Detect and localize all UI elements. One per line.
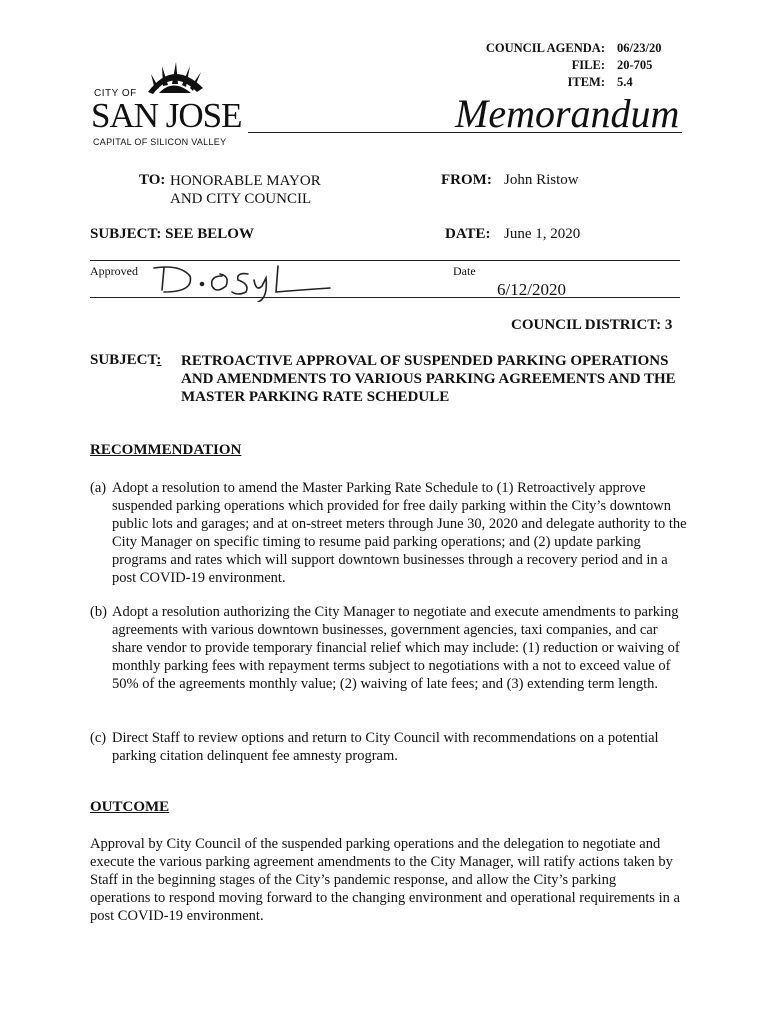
item-value: 5.4: [617, 75, 633, 89]
subject-colon: :: [156, 352, 162, 368]
agenda-label: COUNCIL AGENDA:: [485, 41, 605, 55]
subject-label-main: [90, 352, 161, 369]
file-label: FILE:: [571, 58, 605, 72]
outcome-heading: OUTCOME: [90, 799, 170, 815]
file-row: [470, 57, 661, 74]
approval-date-label: Date: [453, 264, 476, 278]
approval-date-value: 6/12/2020: [497, 280, 566, 299]
item-row: [470, 74, 661, 91]
council-district: COUNCIL DISTRICT: 3: [511, 317, 673, 333]
item-marker: (a): [90, 480, 107, 496]
recommendation-item: [90, 479, 690, 587]
item-text: Adopt a resolution authorizing the City Manager to negotiate and execute amendments to parking agreements with various downtown businesses, government agencies, taxi companies, and car share vendor to provide temporary financial relief which may include: (1) reduction or waiving of monthly parking fees with repayment terms subject to negotiations with a not to exceed value of 50% of the agreements monthly value; (2) waiving of late fees; and (3) extending term length.: [112, 604, 680, 692]
to-line: HONORABLE MAYOR: [170, 173, 321, 189]
item-text: Adopt a resolution to amend the Master Parking Rate Schedule to (1) Retroactively approve suspended parking operations which provided for free daily parking within the City’s downtown public lots and garages; and at on-street meters through June 30, 2020 and delegate authority to the City Manager on specific timing to resume paid parking operations; and (2) update parking programs and rates which will support downtown businesses through a recovery period and in a post COVID-19 environment.: [112, 480, 687, 586]
to-line: AND CITY COUNCIL: [170, 191, 312, 207]
from-value: John Ristow: [504, 172, 579, 188]
item-text: Direct Staff to review options and return to City Council with recommendations on a potential parking citation delinquent fee amnesty program.: [112, 730, 659, 764]
agenda-info: [470, 40, 661, 91]
subject-label-text: SUBJECT: [90, 352, 157, 368]
recommendation-item: [90, 729, 690, 765]
to-label: TO:: [139, 172, 166, 188]
recommendation-item: [90, 603, 690, 693]
header-divider: [248, 132, 682, 133]
subject-value: SEE BELOW: [165, 226, 254, 242]
logo-tagline: CAPITAL OF SILICON VALLEY: [93, 137, 227, 147]
agenda-value: 06/23/20: [617, 41, 662, 55]
date-value: June 1, 2020: [504, 226, 581, 242]
memo-title: Memorandum: [455, 91, 680, 136]
from-label: FROM:: [441, 172, 492, 188]
approval-bottom-divider: [90, 297, 680, 298]
subject-header: [90, 226, 254, 243]
outcome-text: Approval by City Council of the suspended parking operations and the delegation to negotiate and execute the various parking agreement amendments to the City Manager, will ratify actions taken by Staff in the beginning stages of the City’s pandemic response, and allow the City’s parking operations to respond moving forward to the changing environment and operational requirements in a post COVID-19 environment.: [90, 836, 680, 924]
signature-icon: [150, 262, 335, 302]
agenda-row: [470, 40, 661, 57]
logo-city-of: CITY OF: [94, 88, 137, 99]
logo-city-name: SAN JOSE: [91, 96, 242, 135]
subject-label: SUBJECT:: [90, 226, 162, 242]
approved-label: Approved: [90, 264, 138, 278]
file-value: 20-705: [617, 58, 653, 72]
item-marker: (c): [90, 730, 107, 746]
recommendation-heading: RECOMMENDATION: [90, 442, 242, 458]
approval-top-divider: [90, 260, 680, 261]
date-label: DATE:: [445, 226, 491, 242]
item-label: ITEM:: [567, 75, 605, 89]
item-marker: (b): [90, 604, 107, 620]
subject-text: RETROACTIVE APPROVAL OF SUSPENDED PARKING OPERATIONS AND AMENDMENTS TO VARIOUS PARKING AGREEMENTS AND THE MASTER PARKING RATE SCHEDULE: [181, 353, 676, 405]
to-recipient: [170, 172, 321, 208]
